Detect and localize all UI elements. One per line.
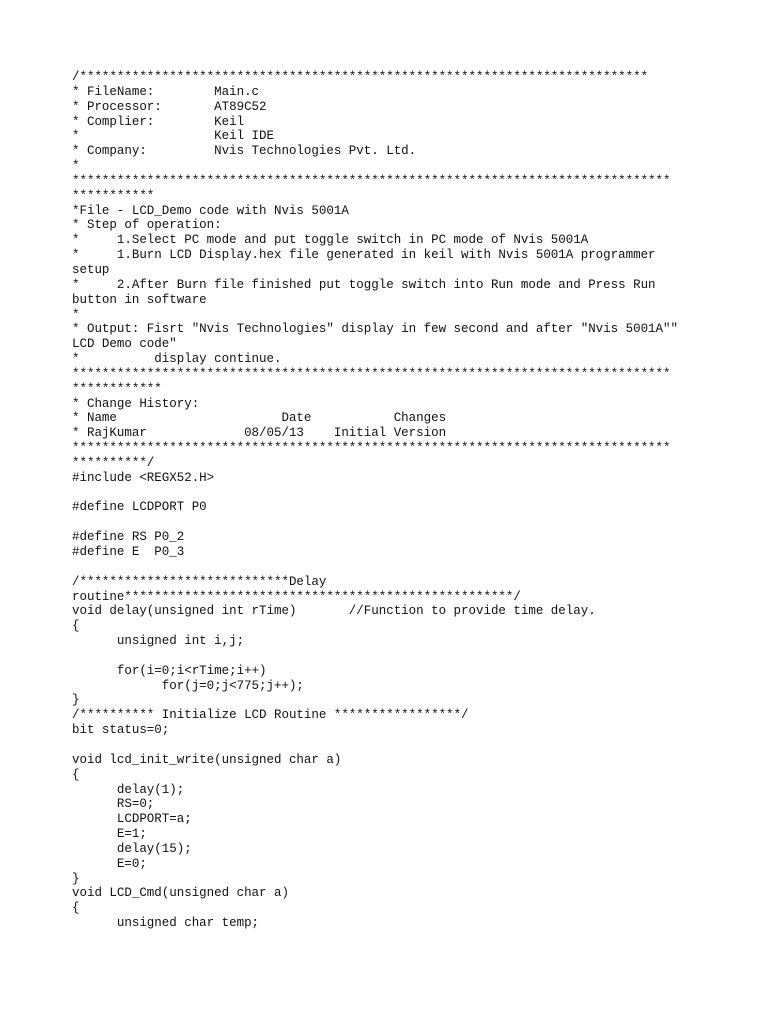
code-line: delay(15);: [72, 841, 192, 856]
code-line: * Processor: AT89C52: [72, 99, 267, 114]
code-line: *: [72, 307, 80, 322]
code-line: routine****************************************************/: [72, 589, 521, 604]
code-line: ********************************************************************************: [72, 441, 671, 456]
code-line: E=0;: [72, 856, 147, 871]
code-line: for(j=0;j<775;j++);: [72, 678, 304, 693]
code-line: delay(1);: [72, 782, 185, 797]
code-line: * Company: Nvis Technologies Pvt. Ltd.: [72, 144, 417, 159]
code-line: }: [72, 871, 80, 886]
code-line: * RajKumar 08/05/13 Initial Version: [72, 426, 447, 441]
code-line: [72, 738, 702, 753]
code-line: {: [72, 767, 80, 782]
code-line: ***********: [72, 188, 155, 203]
code-line: #include <REGX52.H>: [72, 470, 215, 485]
code-line: /****************************Delay: [72, 574, 327, 589]
code-line: * Output: Fisrt "Nvis Technologies" display in few second and after "Nvis 5001A"": [72, 322, 678, 337]
code-line: ********************************************************************************: [72, 366, 671, 381]
code-line: ************: [72, 381, 162, 396]
code-line: *: [72, 159, 80, 174]
code-line: {: [72, 901, 80, 916]
code-line: button in software: [72, 292, 207, 307]
code-line: unsigned int i,j;: [72, 634, 245, 649]
code-line: void LCD_Cmd(unsigned char a): [72, 886, 289, 901]
code-line: {: [72, 619, 80, 634]
code-line: setup: [72, 262, 110, 277]
code-line: * Keil IDE: [72, 129, 274, 144]
code-line: }: [72, 693, 80, 708]
code-line: void delay(unsigned int rTime) //Function to provide time delay.: [72, 604, 596, 619]
code-line: /********** Initialize LCD Routine *****************/: [72, 708, 469, 723]
code-line: E=1;: [72, 827, 147, 842]
code-line: ********************************************************************************: [72, 173, 671, 188]
code-line: /****************************************************************************: [72, 70, 649, 84]
code-line: [72, 515, 702, 530]
code-line: LCDPORT=a;: [72, 812, 192, 827]
code-line: * 1.Select PC mode and put toggle switch in PC mode of Nvis 5001A: [72, 233, 589, 248]
code-line: #define E P0_3: [72, 545, 185, 559]
code-line: for(i=0;i<rTime;i++): [72, 663, 267, 678]
code-line: [72, 486, 702, 501]
code-line: * FileName: Main.c: [72, 84, 260, 99]
source-code-document: [72, 70, 702, 931]
code-line: unsigned char temp;: [72, 916, 260, 931]
code-line: #define RS P0_2: [72, 530, 185, 545]
code-line: * Name Date Changes: [72, 411, 447, 426]
code-line: #define LCDPORT P0: [72, 500, 207, 515]
code-line: LCD Demo code": [72, 337, 177, 352]
code-line: * 2.After Burn file finished put toggle switch into Run mode and Press Run: [72, 277, 656, 292]
code-line: void lcd_init_write(unsigned char a): [72, 752, 342, 767]
code-line: * Complier: Keil: [72, 114, 245, 129]
code-line: [72, 560, 702, 575]
code-line: bit status=0;: [72, 723, 170, 738]
code-line: [72, 649, 702, 664]
code-line: * Change History:: [72, 396, 200, 411]
code-line: *File - LCD_Demo code with Nvis 5001A: [72, 203, 349, 218]
code-line: * Step of operation:: [72, 218, 222, 233]
code-line: RS=0;: [72, 797, 155, 812]
code-line: **********/: [72, 455, 155, 470]
code-line: * 1.Burn LCD Display.hex file generated in keil with Nvis 5001A programmer: [72, 248, 656, 263]
code-line: * display continue.: [72, 352, 282, 367]
